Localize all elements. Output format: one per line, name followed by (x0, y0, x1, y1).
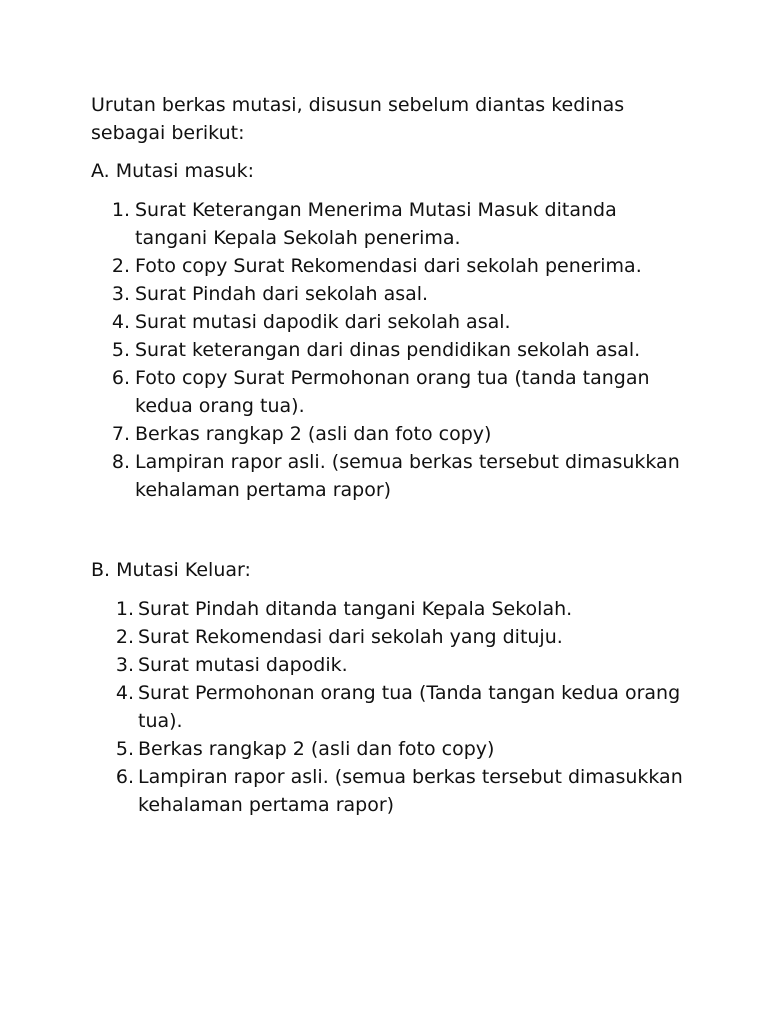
list-item-text: Lampiran rapor asli. (semua berkas tersebut dimasukkan kehalaman pertama rapor) (135, 451, 680, 501)
list-item-number: 4. (111, 311, 130, 333)
list-item-number: 2. (111, 255, 130, 277)
list-item-number: 1. (111, 199, 130, 221)
list-item (91, 308, 691, 336)
list-item-text: Surat Keterangan Menerima Mutasi Masuk ditanda tangani Kepala Sekolah penerima. (135, 199, 617, 249)
list-item (91, 336, 691, 364)
list-item-number: 5. (111, 339, 130, 361)
list-item-text: Berkas rangkap 2 (asli dan foto copy) (138, 738, 495, 760)
list-item-number: 3. (115, 654, 134, 676)
intro-paragraph: Urutan berkas mutasi, disusun sebelum diantas kedinas sebagai berikut: (91, 94, 625, 144)
list-item (91, 420, 691, 448)
list-item-text: Surat keterangan dari dinas pendidikan sekolah asal. (135, 339, 641, 361)
list-item-number: 4. (115, 682, 134, 704)
document-body (91, 91, 691, 819)
list-item-number: 2. (115, 626, 134, 648)
section-a-heading: A. Mutasi masuk: (91, 160, 254, 182)
list-item-text: Surat Rekomendasi dari sekolah yang dituju. (138, 626, 563, 648)
list-item-number: 3. (111, 283, 130, 305)
list-item (91, 679, 691, 735)
section-b-list (91, 595, 691, 819)
list-item-text: Surat mutasi dapodik. (138, 654, 348, 676)
list-item (91, 448, 691, 504)
list-item-text: Surat Permohonan orang tua (Tanda tangan kedua orang tua). (138, 682, 681, 732)
list-item-number: 7. (111, 423, 130, 445)
list-item-number: 6. (115, 766, 134, 788)
list-item-text: Surat Pindah ditanda tangani Kepala Sekolah. (138, 598, 573, 620)
list-item-number: 8. (111, 451, 130, 473)
list-item (91, 595, 691, 623)
list-item-text: Foto copy Surat Permohonan orang tua (tanda tangan kedua orang tua). (135, 367, 650, 417)
list-item (91, 252, 691, 280)
section-a-list (91, 196, 691, 504)
list-item (91, 623, 691, 651)
list-item-text: Lampiran rapor asli. (semua berkas tersebut dimasukkan kehalaman pertama rapor) (138, 766, 683, 816)
list-item (91, 763, 691, 819)
list-item-text: Surat mutasi dapodik dari sekolah asal. (135, 311, 511, 333)
list-item (91, 735, 691, 763)
list-item-number: 5. (115, 738, 134, 760)
list-item-number: 1. (115, 598, 134, 620)
list-item (91, 651, 691, 679)
list-item-number: 6. (111, 367, 130, 389)
list-item-text: Surat Pindah dari sekolah asal. (135, 283, 429, 305)
list-item-text: Foto copy Surat Rekomendasi dari sekolah penerima. (135, 255, 642, 277)
list-item-text: Berkas rangkap 2 (asli dan foto copy) (135, 423, 492, 445)
list-item (91, 196, 691, 252)
list-item (91, 364, 691, 420)
list-item (91, 280, 691, 308)
section-b-heading: B. Mutasi Keluar: (91, 559, 251, 581)
